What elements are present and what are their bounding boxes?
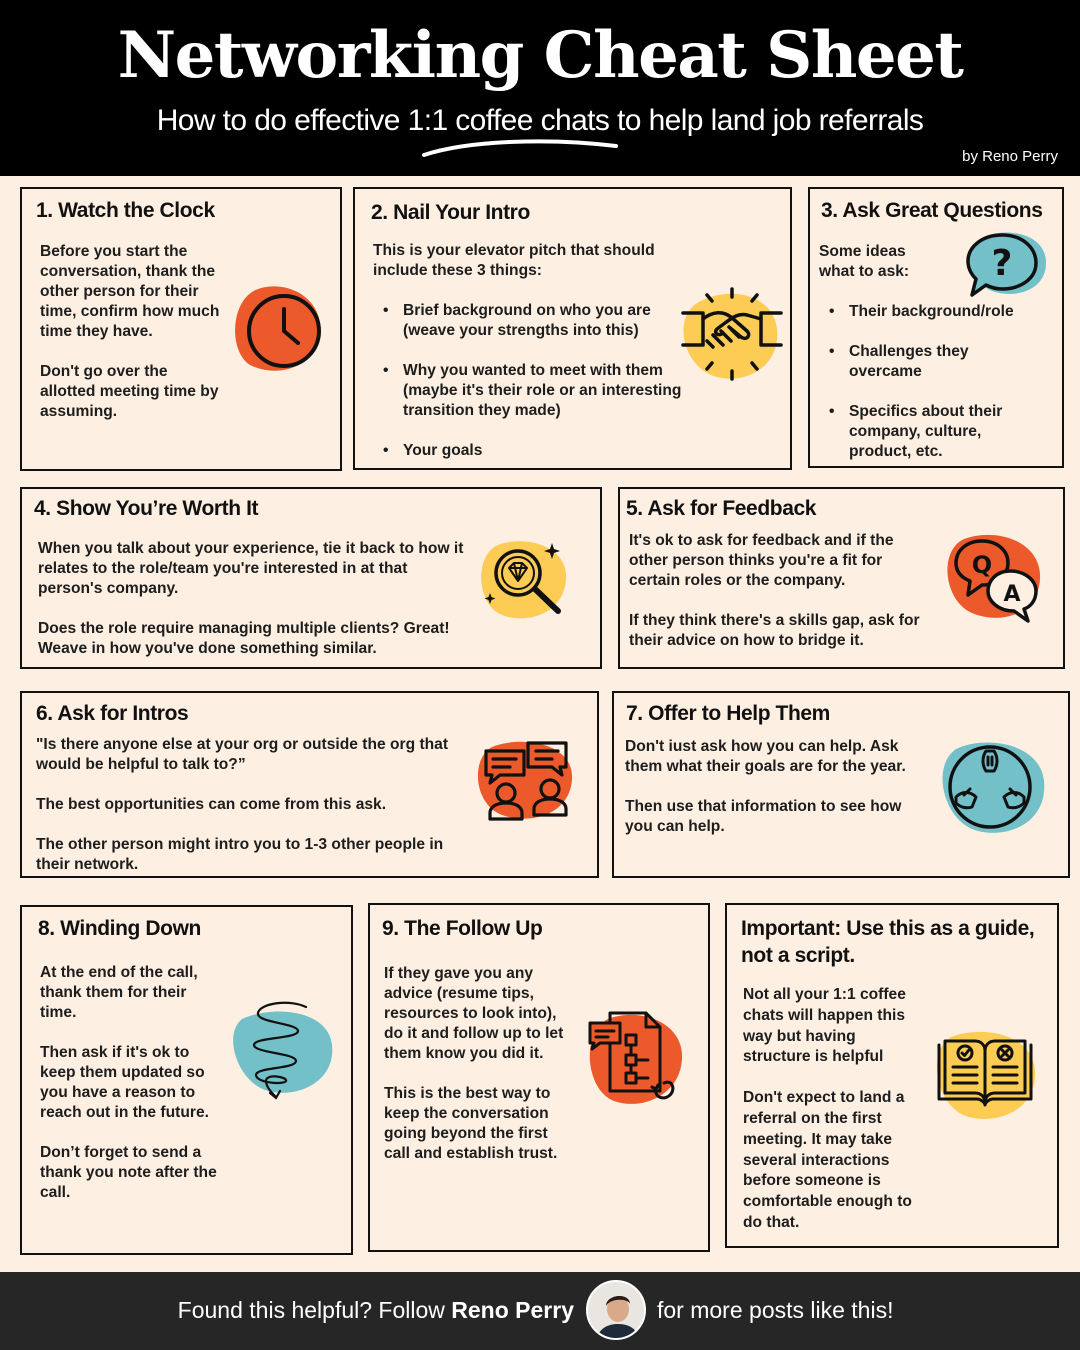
svg-text:A: A — [1003, 582, 1021, 607]
card-paragraph: If they gave you any advice (resume tips, resources to look into), do it and follow up to let them know you did it. — [384, 965, 564, 1062]
card-paragraph: This is the best way to keep the conversation going beyond the first call and establish trust. — [384, 1085, 558, 1162]
card-ask-for-feedback — [618, 487, 1065, 669]
card-body — [384, 964, 574, 1164]
card-bullet-list — [373, 301, 683, 461]
card-the-follow-up — [368, 903, 710, 1252]
card-intro: This is your elevator pitch that should include these 3 things: — [373, 242, 655, 279]
list-item: • Your goals — [373, 441, 683, 461]
card-paragraph: When you talk about your experience, tie it back to how it relates to the role/team you're interested in at that person's company. — [38, 540, 464, 597]
card-title: 8. Winding Down — [38, 917, 201, 940]
card-important-guide — [725, 903, 1059, 1248]
footer-text — [178, 1297, 574, 1324]
card-intro: Some ideas what to ask: — [819, 243, 910, 280]
card-title: Important: Use this as a guide, — [741, 917, 1035, 940]
underline-swoosh-icon — [420, 136, 620, 160]
card-paragraph: If they think there's a skills gap, ask for their advice on how to bridge it. — [629, 612, 920, 649]
list-item: • Why you wanted to meet with them (maybe it's their role or an interesting transition they made) — [373, 361, 683, 421]
card-body — [38, 539, 468, 659]
card-paragraph: Does the role require managing multiple clients? Great! Weave in how you've done something similar. — [38, 620, 450, 657]
card-title: 6. Ask for Intros — [36, 702, 189, 725]
svg-text:Q: Q — [971, 551, 993, 579]
card-ask-great-questions — [808, 187, 1064, 468]
card-body — [625, 737, 925, 837]
card-paragraph: "Is there anyone else at your org or outside the org that would be helpful to talk to?” — [36, 736, 449, 773]
card-paragraph: At the end of the call, thank them for their time. — [40, 964, 198, 1021]
card-paragraph: Then ask if it's ok to keep them updated so you have a reason to reach out in the future. — [40, 1044, 209, 1121]
card-body — [373, 241, 683, 461]
card-title: 7. Offer to Help Them — [626, 702, 830, 725]
avatar[interactable] — [586, 1280, 646, 1340]
open-book-icon — [931, 1025, 1041, 1125]
card-paragraph: Don't go over the allotted meeting time by assuming. — [40, 363, 219, 420]
footer-text-before: Found this helpful? Follow — [177, 1297, 452, 1323]
card-paragraph: The other person might intro you to 1-3 other people in their network. — [36, 836, 444, 873]
card-body — [743, 985, 923, 1234]
card-body — [629, 531, 929, 651]
author-byline: by Reno Perry — [962, 148, 1058, 165]
svg-text:?: ? — [991, 243, 1013, 284]
page-title: Networking Cheat Sheet — [117, 18, 963, 93]
spiral-arrow-icon — [232, 999, 342, 1103]
people-chat-icon — [476, 737, 580, 823]
card-title: 4. Show You’re Worth It — [34, 497, 259, 520]
clock-icon — [228, 279, 328, 379]
card-title: 2. Nail Your Intro — [371, 201, 530, 224]
card-title: 5. Ask for Feedback — [626, 497, 817, 520]
card-paragraph: Before you start the conversation, thank the other person for their time, confirm how much time they have. — [40, 243, 220, 340]
card-paragraph: Don't expect to land a referral on the first meeting. It may take several interactions before someone is comfortable enough to do that. — [743, 1089, 912, 1231]
card-paragraph: Not all your 1:1 coffee chats will happen this way but having structure is helpful — [743, 986, 906, 1066]
card-body — [40, 963, 225, 1203]
qa-bubbles-icon — [946, 531, 1046, 623]
card-paragraph: It's ok to ask for feedback and if the other person thinks you're a fit for certain roles or the company. — [629, 532, 894, 589]
page-subtitle: How to do effective 1:1 coffee chats to help land job referrals — [156, 104, 924, 137]
card-paragraph: The best opportunities can come from this ask. — [36, 796, 387, 813]
handshake-icon — [677, 281, 787, 391]
card-paragraph: Don't iust ask how you can help. Ask them what their goals are for the year. — [625, 738, 906, 775]
list-item: • Their background/role — [819, 302, 1054, 322]
card-show-youre-worth-it — [20, 487, 602, 669]
avatar-portrait-icon — [588, 1282, 646, 1340]
card-paragraph: Don’t forget to send a thank you note after the call. — [40, 1144, 217, 1201]
footer-author-name[interactable]: Reno Perry — [451, 1297, 574, 1323]
footer — [0, 1272, 1080, 1350]
list-item: • Brief background on who you are (weave your strengths into this) — [373, 301, 683, 341]
list-item: • Specifics about their company, culture, product, etc. — [819, 402, 1019, 462]
card-title: 9. The Follow Up — [382, 917, 543, 940]
card-body — [36, 735, 466, 875]
helping-hands-icon — [936, 735, 1050, 839]
list-item: • Challenges they overcame — [819, 342, 989, 382]
card-winding-down — [20, 905, 353, 1255]
diamond-magnifier-icon — [478, 535, 574, 625]
card-title-line2: not a script. — [741, 944, 855, 967]
card-paragraph: Then use that information to see how you can help. — [625, 798, 902, 835]
card-nail-your-intro — [353, 187, 792, 470]
question-bubble-icon — [966, 229, 1050, 301]
card-title: 1. Watch the Clock — [36, 199, 215, 222]
header — [0, 0, 1080, 176]
card-body — [40, 242, 220, 422]
card-watch-the-clock — [20, 187, 342, 471]
card-bullet-list — [819, 302, 1054, 462]
card-offer-to-help-them — [612, 691, 1070, 878]
flowchart-document-icon — [584, 1007, 688, 1113]
footer-text-after: for more posts like this! — [657, 1297, 894, 1323]
card-ask-for-intros — [20, 691, 599, 878]
card-title: 3. Ask Great Questions — [821, 199, 1043, 222]
